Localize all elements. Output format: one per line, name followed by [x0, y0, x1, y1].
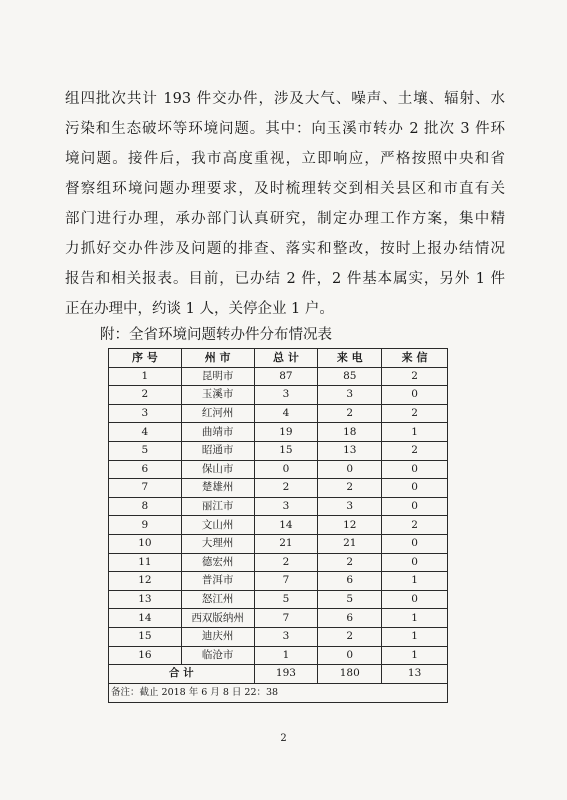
cell-letter: 0	[382, 553, 448, 572]
cell-index: 4	[109, 423, 182, 442]
table-row	[109, 534, 448, 553]
cell-phone: 85	[318, 367, 382, 386]
cell-city: 楚雄州	[181, 479, 254, 498]
cell-phone: 12	[318, 516, 382, 535]
cell-city: 保山市	[181, 460, 254, 479]
cell-letter: 2	[382, 367, 448, 386]
header-total: 总 计	[254, 349, 318, 368]
cell-phone: 6	[318, 609, 382, 628]
cell-letter: 2	[382, 404, 448, 423]
table-row	[109, 479, 448, 498]
cell-letter: 1	[382, 646, 448, 665]
table-row	[109, 497, 448, 516]
total-phone: 180	[318, 665, 382, 684]
cell-index: 13	[109, 590, 182, 609]
cell-city: 大理州	[181, 534, 254, 553]
cell-city: 丽江市	[181, 497, 254, 516]
cell-city: 曲靖市	[181, 423, 254, 442]
cell-total: 3	[254, 627, 318, 646]
cell-phone: 13	[318, 441, 382, 460]
header-phone: 来 电	[318, 349, 382, 368]
cell-index: 10	[109, 534, 182, 553]
body-line: 污染和生态破坏等环境问题。其中：向玉溪市转办 2 批次 3 件环	[65, 121, 505, 137]
cell-city: 红河州	[181, 404, 254, 423]
page-number: 2	[280, 733, 287, 744]
cell-total: 3	[254, 497, 318, 516]
cell-phone: 2	[318, 627, 382, 646]
cell-phone: 3	[318, 386, 382, 405]
table-row	[109, 460, 448, 479]
cell-letter: 0	[382, 386, 448, 405]
cell-letter: 2	[382, 441, 448, 460]
cell-phone: 5	[318, 590, 382, 609]
cell-phone: 18	[318, 423, 382, 442]
total-sum: 193	[254, 665, 318, 684]
cell-total: 7	[254, 609, 318, 628]
cell-city: 德宏州	[181, 553, 254, 572]
body-line: 正在办理中，约谈 1 人，关停企业 1 户。	[65, 301, 334, 317]
cell-total: 87	[254, 367, 318, 386]
body-line: 报告和相关报表。目前，已办结 2 件，2 件基本属实，另外 1 件	[65, 271, 505, 287]
table-row	[109, 386, 448, 405]
cell-total: 4	[254, 404, 318, 423]
table-row	[109, 404, 448, 423]
cell-total: 2	[254, 553, 318, 572]
cell-city: 临沧市	[181, 646, 254, 665]
cell-index: 1	[109, 367, 182, 386]
cell-index: 9	[109, 516, 182, 535]
cell-total: 14	[254, 516, 318, 535]
cell-index: 14	[109, 609, 182, 628]
total-letter: 13	[382, 665, 448, 684]
table-caption: 附：全省环境问题转办件分布情况表	[100, 327, 332, 343]
cell-phone: 6	[318, 572, 382, 591]
cell-total: 0	[254, 460, 318, 479]
table-row	[109, 516, 448, 535]
header-letter: 来 信	[382, 349, 448, 368]
table-row	[109, 627, 448, 646]
cell-phone: 0	[318, 460, 382, 479]
table-row	[109, 609, 448, 628]
cell-letter: 1	[382, 423, 448, 442]
cell-total: 5	[254, 590, 318, 609]
cell-total: 19	[254, 423, 318, 442]
cell-total: 3	[254, 386, 318, 405]
table-row	[109, 646, 448, 665]
table-row	[109, 572, 448, 591]
table-row	[109, 367, 448, 386]
body-line: 组四批次共计 193 件交办件，涉及大气、噪声、土壤、辐射、水	[65, 91, 505, 107]
header-city: 州 市	[181, 349, 254, 368]
header-index: 序 号	[109, 349, 182, 368]
table-note-row	[109, 683, 448, 702]
cell-total: 1	[254, 646, 318, 665]
table-row	[109, 553, 448, 572]
body-paragraph	[65, 84, 505, 324]
cell-phone: 0	[318, 646, 382, 665]
total-label: 合 计	[109, 665, 255, 684]
table-note: 备注：截止 2018 年 6 月 8 日 22：38	[109, 683, 448, 702]
cell-phone: 2	[318, 404, 382, 423]
table-row	[109, 423, 448, 442]
table-row	[109, 441, 448, 460]
cell-letter: 0	[382, 497, 448, 516]
table-body	[109, 367, 448, 665]
cell-letter: 0	[382, 479, 448, 498]
cell-phone: 2	[318, 479, 382, 498]
cell-city: 迪庆州	[181, 627, 254, 646]
cell-city: 西双版纳州	[181, 609, 254, 628]
cell-index: 5	[109, 441, 182, 460]
cell-phone: 3	[318, 497, 382, 516]
cell-index: 3	[109, 404, 182, 423]
cell-letter: 0	[382, 534, 448, 553]
cell-index: 7	[109, 479, 182, 498]
cell-city: 普洱市	[181, 572, 254, 591]
cell-letter: 2	[382, 516, 448, 535]
cell-index: 2	[109, 386, 182, 405]
cell-phone: 2	[318, 553, 382, 572]
table-header-row	[109, 349, 448, 368]
cell-index: 6	[109, 460, 182, 479]
body-line: 督察组环境问题办理要求，及时梳理转交到相关县区和市直有关	[65, 181, 505, 197]
cell-letter: 1	[382, 609, 448, 628]
body-line: 境问题。接件后，我市高度重视，立即响应，严格按照中央和省	[65, 151, 505, 167]
cell-total: 15	[254, 441, 318, 460]
table-total-row	[109, 665, 448, 684]
cell-city: 昆明市	[181, 367, 254, 386]
body-line: 力抓好交办件涉及问题的排查、落实和整改，按时上报办结情况	[65, 241, 505, 257]
cell-letter: 0	[382, 460, 448, 479]
cell-index: 15	[109, 627, 182, 646]
cell-index: 12	[109, 572, 182, 591]
cell-letter: 1	[382, 572, 448, 591]
cell-total: 7	[254, 572, 318, 591]
cell-index: 11	[109, 553, 182, 572]
cell-index: 16	[109, 646, 182, 665]
table-row	[109, 590, 448, 609]
cell-letter: 0	[382, 590, 448, 609]
cell-phone: 21	[318, 534, 382, 553]
cell-city: 玉溪市	[181, 386, 254, 405]
cell-letter: 1	[382, 627, 448, 646]
cell-city: 怒江州	[181, 590, 254, 609]
cell-city: 文山州	[181, 516, 254, 535]
cell-total: 2	[254, 479, 318, 498]
cell-index: 8	[109, 497, 182, 516]
cell-city: 昭通市	[181, 441, 254, 460]
distribution-table	[108, 348, 448, 703]
cell-total: 21	[254, 534, 318, 553]
body-line: 部门进行办理，承办部门认真研究，制定办理工作方案，集中精	[65, 211, 505, 227]
